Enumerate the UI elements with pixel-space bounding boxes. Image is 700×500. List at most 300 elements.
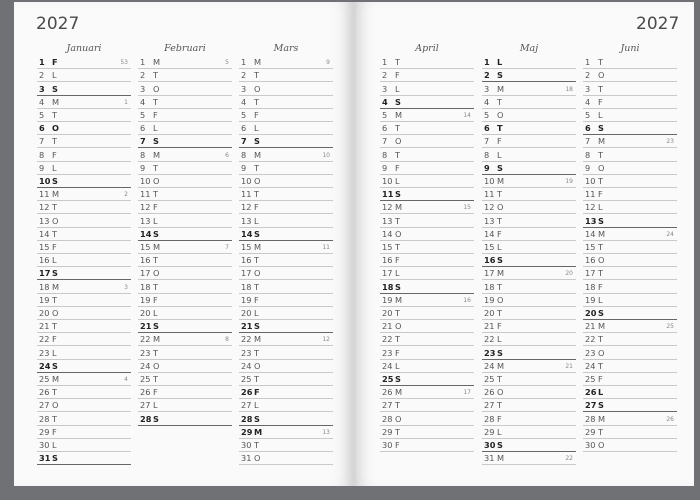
day-row [37,266,131,280]
day-row [239,200,333,214]
weekday-letter: T [395,426,401,437]
weekday-letter: F [497,413,502,424]
day-row [239,227,333,241]
day-row [239,332,333,346]
day-row [482,174,576,188]
day-number: 19 [382,294,393,305]
week-number: 1 [124,98,128,106]
weekday-letter: O [497,387,504,398]
day-row [482,227,576,241]
day-row [239,121,333,135]
day-number: 12 [484,202,495,213]
day-row [482,306,576,320]
weekday-letter: S [52,175,58,186]
weekday-letter: O [254,268,261,279]
day-number: 30 [39,439,50,450]
day-row [37,438,131,452]
day-number: 26 [241,387,253,398]
day-row [380,425,474,439]
day-row [239,68,333,82]
day-row [239,266,333,280]
weekday-letter: O [598,162,605,173]
weekday-letter: T [52,387,58,398]
weekday-letter: M [395,294,403,305]
day-row [37,425,131,439]
day-number: 17 [241,268,252,279]
day-number: 8 [241,149,247,160]
weekday-letter: O [598,439,605,450]
day-row [583,372,677,386]
day-number: 13 [39,215,50,226]
day-number: 13 [585,215,597,226]
day-row [380,253,474,267]
weekday-letter: F [598,96,603,107]
day-row [482,438,576,452]
weekday-letter: O [254,175,261,186]
week-number: 18 [565,85,573,93]
day-number: 4 [140,96,146,107]
day-row [37,200,131,214]
day-row [37,293,131,307]
weekday-letter: L [395,83,400,94]
weekday-letter: T [153,281,159,292]
day-row [239,174,333,188]
weekday-letter: S [52,453,58,464]
day-number: 3 [241,83,247,94]
weekday-letter: T [52,109,58,120]
weekday-letter: L [52,347,57,358]
day-number: 25 [382,373,394,384]
day-row [380,95,474,109]
day-number: 28 [241,413,253,424]
weekday-letter: T [254,162,260,173]
day-number: 21 [484,321,495,332]
weekday-letter: T [497,123,503,134]
weekday-letter: T [395,307,401,318]
day-row [380,240,474,254]
year-label-left: 2027 [36,14,80,34]
weekday-letter: S [497,255,503,266]
day-row [482,345,576,359]
weekday-letter: O [153,360,160,371]
day-number: 4 [585,96,591,107]
day-number: 11 [241,189,252,200]
week-number: 6 [225,151,229,159]
day-row [380,227,474,241]
day-number: 5 [39,109,45,120]
day-row [239,279,333,293]
day-row [583,108,677,122]
weekday-letter: S [395,189,401,200]
week-number: 26 [666,415,674,423]
day-row [138,319,232,333]
day-row [239,425,333,439]
weekday-letter: T [395,123,401,134]
weekday-letter: M [497,268,505,279]
weekday-letter: T [254,96,260,107]
weekday-letter: S [598,400,604,411]
weekday-letter: M [52,189,60,200]
day-row [583,345,677,359]
day-number: 13 [382,215,393,226]
week-number: 20 [565,270,573,278]
day-number: 28 [585,413,596,424]
day-number: 2 [241,70,247,81]
day-number: 8 [382,149,388,160]
weekday-letter: M [395,202,403,213]
weekday-letter: M [153,241,161,252]
day-row [583,187,677,201]
weekday-letter: F [395,255,400,266]
day-number: 9 [39,162,45,173]
weekday-letter: L [153,215,158,226]
day-row [138,121,232,135]
day-number: 3 [585,83,591,94]
day-number: 24 [484,360,495,371]
day-number: 1 [39,57,45,68]
day-row [482,121,576,135]
weekday-letter: T [598,83,604,94]
day-number: 26 [484,387,495,398]
day-row [37,227,131,241]
weekday-letter: S [254,413,260,424]
day-row [482,134,576,148]
day-row [37,213,131,227]
day-row [380,372,474,386]
weekday-letter: T [254,281,260,292]
day-number: 24 [241,360,252,371]
day-row [37,134,131,148]
day-number: 18 [484,281,495,292]
weekday-letter: T [598,360,604,371]
day-row [583,95,677,109]
day-number: 10 [39,175,51,186]
month-title: April [415,43,439,54]
weekday-letter: T [395,57,401,68]
day-number: 16 [140,255,151,266]
weekday-letter: T [497,189,503,200]
day-number: 26 [140,387,151,398]
day-row [380,332,474,346]
day-row [239,147,333,161]
day-row [380,306,474,320]
day-number: 11 [39,189,50,200]
day-number: 6 [585,123,591,134]
day-row [37,398,131,412]
day-number: 1 [382,57,388,68]
weekday-letter: T [254,255,260,266]
week-number: 9 [326,59,330,67]
day-number: 5 [382,109,388,120]
day-number: 23 [382,347,393,358]
day-number: 25 [585,373,596,384]
day-number: 27 [585,400,597,411]
weekday-letter: O [598,255,605,266]
weekday-letter: T [598,149,604,160]
day-row [482,108,576,122]
day-row [482,451,576,465]
day-row [380,411,474,425]
day-row [380,293,474,307]
day-row [239,345,333,359]
day-row [37,108,131,122]
day-row [37,359,131,373]
day-number: 24 [39,360,51,371]
day-row [37,81,131,95]
day-row [482,372,576,386]
weekday-letter: T [598,241,604,252]
day-number: 4 [241,96,247,107]
day-number: 19 [39,294,50,305]
weekday-letter: S [153,228,159,239]
day-number: 4 [484,96,490,107]
day-row [37,121,131,135]
day-number: 15 [382,241,393,252]
day-row [583,411,677,425]
day-number: 9 [382,162,388,173]
day-number: 7 [241,136,247,147]
day-number: 17 [484,268,495,279]
day-number: 20 [39,307,50,318]
weekday-letter: O [497,109,504,120]
day-number: 8 [484,149,490,160]
day-number: 13 [140,215,151,226]
day-row [37,253,131,267]
weekday-letter: S [153,136,159,147]
day-row [138,200,232,214]
day-number: 22 [585,334,596,345]
day-number: 20 [382,307,393,318]
day-number: 7 [382,136,388,147]
day-number: 27 [382,400,393,411]
week-number: 5 [225,59,229,67]
day-number: 8 [585,149,591,160]
day-row [37,451,131,465]
day-row [583,81,677,95]
week-number: 14 [463,111,471,119]
weekday-letter: L [254,123,259,134]
day-number: 10 [585,175,596,186]
weekday-letter: M [254,334,262,345]
day-number: 6 [241,123,247,134]
weekday-letter: F [497,228,502,239]
weekday-letter: O [153,268,160,279]
day-row [239,438,333,452]
day-number: 30 [484,439,496,450]
day-row [583,385,677,399]
day-row [239,213,333,227]
weekday-letter: M [254,241,262,252]
weekday-letter: F [52,426,57,437]
weekday-letter: M [254,57,262,68]
day-number: 24 [140,360,151,371]
day-row [380,81,474,95]
day-row [583,147,677,161]
day-row [482,279,576,293]
day-number: 14 [140,228,152,239]
weekday-letter: L [598,109,603,120]
day-row [583,240,677,254]
day-row [482,411,576,425]
weekday-letter: T [497,373,503,384]
day-number: 18 [39,281,50,292]
day-number: 29 [484,426,495,437]
week-number: 7 [225,243,229,251]
day-number: 9 [585,162,591,173]
day-row [37,319,131,333]
day-row [380,187,474,201]
day-number: 22 [39,334,50,345]
day-row [380,55,474,69]
day-row [138,266,232,280]
day-number: 2 [484,70,490,81]
weekday-letter: S [497,70,503,81]
day-row [482,240,576,254]
week-number: 19 [565,177,573,185]
weekday-letter: T [395,400,401,411]
day-row [37,55,131,69]
day-number: 12 [140,202,151,213]
day-number: 30 [585,439,596,450]
year-label-right: 2027 [636,14,680,34]
weekday-letter: T [52,321,58,332]
weekday-letter: T [153,373,159,384]
day-row [482,398,576,412]
day-row [138,187,232,201]
weekday-letter: F [395,347,400,358]
day-row [380,359,474,373]
weekday-letter: L [254,215,259,226]
weekday-letter: M [497,175,505,186]
weekday-letter: L [52,439,57,450]
weekday-letter: T [153,70,159,81]
week-number: 10 [322,151,330,159]
day-number: 23 [39,347,50,358]
week-number: 2 [124,191,128,199]
day-row [239,187,333,201]
day-number: 21 [241,321,253,332]
day-row [239,161,333,175]
weekday-letter: L [52,162,57,173]
day-number: 28 [39,413,50,424]
day-number: 5 [585,109,591,120]
day-row [138,411,232,425]
day-number: 21 [140,321,152,332]
day-number: 2 [585,70,591,81]
day-row [380,68,474,82]
week-number: 17 [463,389,471,397]
day-number: 10 [382,175,393,186]
weekday-letter: M [153,57,161,68]
weekday-letter: M [598,413,606,424]
day-number: 15 [484,241,495,252]
day-number: 10 [140,175,151,186]
weekday-letter: F [254,202,259,213]
day-number: 18 [585,281,596,292]
day-number: 12 [585,202,596,213]
day-row [138,174,232,188]
day-number: 1 [140,57,146,68]
day-row [583,55,677,69]
weekday-letter: L [153,400,158,411]
day-number: 3 [39,83,45,94]
weekday-letter: T [153,347,159,358]
weekday-letter: L [598,294,603,305]
weekday-letter: M [254,426,263,437]
weekday-letter: L [153,123,158,134]
day-row [380,266,474,280]
day-number: 6 [39,123,45,134]
day-row [380,345,474,359]
weekday-letter: S [52,360,58,371]
day-number: 27 [484,400,495,411]
day-row [583,306,677,320]
day-number: 30 [241,439,252,450]
day-row [37,372,131,386]
day-row [239,385,333,399]
weekday-letter: F [52,57,58,68]
day-number: 19 [241,294,252,305]
day-row [380,438,474,452]
day-number: 20 [241,307,252,318]
weekday-letter: F [395,162,400,173]
day-number: 25 [484,373,495,384]
week-number: 16 [463,296,471,304]
week-number: 15 [463,204,471,212]
weekday-letter: T [52,413,58,424]
day-number: 16 [585,255,596,266]
day-row [239,134,333,148]
day-row [138,134,232,148]
day-number: 15 [39,241,50,252]
day-row [239,398,333,412]
day-number: 7 [585,136,591,147]
day-row [583,266,677,280]
day-row [583,253,677,267]
day-row [138,227,232,241]
weekday-letter: T [254,70,260,81]
day-row [37,411,131,425]
day-number: 27 [140,400,151,411]
weekday-letter: O [52,123,59,134]
weekday-letter: M [254,149,262,160]
weekday-letter: F [598,281,603,292]
day-row [583,279,677,293]
day-row [583,359,677,373]
day-number: 25 [39,373,50,384]
day-number: 15 [140,241,151,252]
weekday-letter: M [497,83,505,94]
day-number: 24 [382,360,393,371]
day-row [583,398,677,412]
weekday-letter: F [153,387,158,398]
weekday-letter: L [395,360,400,371]
day-number: 16 [382,255,393,266]
day-number: 16 [241,255,252,266]
day-row [482,385,576,399]
day-row [583,134,677,148]
weekday-letter: O [598,70,605,81]
day-number: 19 [140,294,151,305]
day-number: 4 [39,96,45,107]
weekday-letter: F [395,439,400,450]
day-row [380,174,474,188]
day-number: 29 [241,426,253,437]
day-row [37,147,131,161]
day-row [138,253,232,267]
weekday-letter: M [598,228,606,239]
weekday-letter: T [598,334,604,345]
